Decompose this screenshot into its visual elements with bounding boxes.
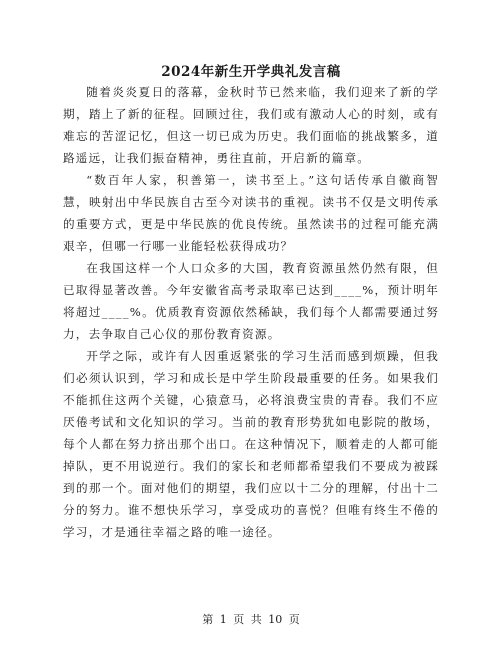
paragraph-3: 在我国这样一个人口众多的大国，教育资源虽然仍然有限，但已取得显著改善。今年安徽省高考录取率已达到____%，预计明年将超过____%。优质教育资源依然稀缺，我们每个人都需要通过努力，去争取自己心仪的那份教育资源。 (63, 261, 439, 341)
document-body (63, 81, 439, 543)
paragraph-1: 随着炎炎夏日的落幕，金秋时节已然来临，我们迎来了新的学期，踏上了新的征程。回顾过往，我们或有激动人心的时刻，或有难忘的苦涩记忆，但这一切已成为历史。我们面临的挑战繁多，道路遥远，让我们振奋精神，勇往直前，开启新的篇章。 (63, 85, 439, 165)
page-footer: 第 1 页 共 10 页 (202, 613, 300, 626)
paragraph-2: “数百年人家，积善第一，读书至上。”这句话传承自徽商智慧，映射出中华民族自古至今对读书的重视。读书不仅是文明传承的重要方式，更是中华民族的优良传统。虽然读书的过程可能充满艰辛，但哪一行哪一业能轻松获得成功？ (63, 173, 439, 253)
paragraph-4: 开学之际，或许有人因重返紧张的学习生活而感到烦躁，但我们必须认识到，学习和成长是中学生阶段最重要的任务。如果我们不能抓住这两个关键，心猿意马，必将浪费宝贵的青春。我们不应厌倦考试和文化知识的学习。当前的教育形势犹如电影院的散场，每个人都在努力挤出那个出口。在这种情况下，顺着走的人都可能掉队，更不用说逆行。我们的家长和老师都希望我们不要成为被踩到的那一个。面对他们的期望，我们应以十二分的理解，付出十二分的努力。谁不想快乐学习，享受成功的喜悦？但唯有终生不倦的学习，才是通往幸福之路的唯一途径。 (63, 349, 439, 539)
document-title: 2024年新生开学典礼发言稿 (161, 64, 341, 80)
